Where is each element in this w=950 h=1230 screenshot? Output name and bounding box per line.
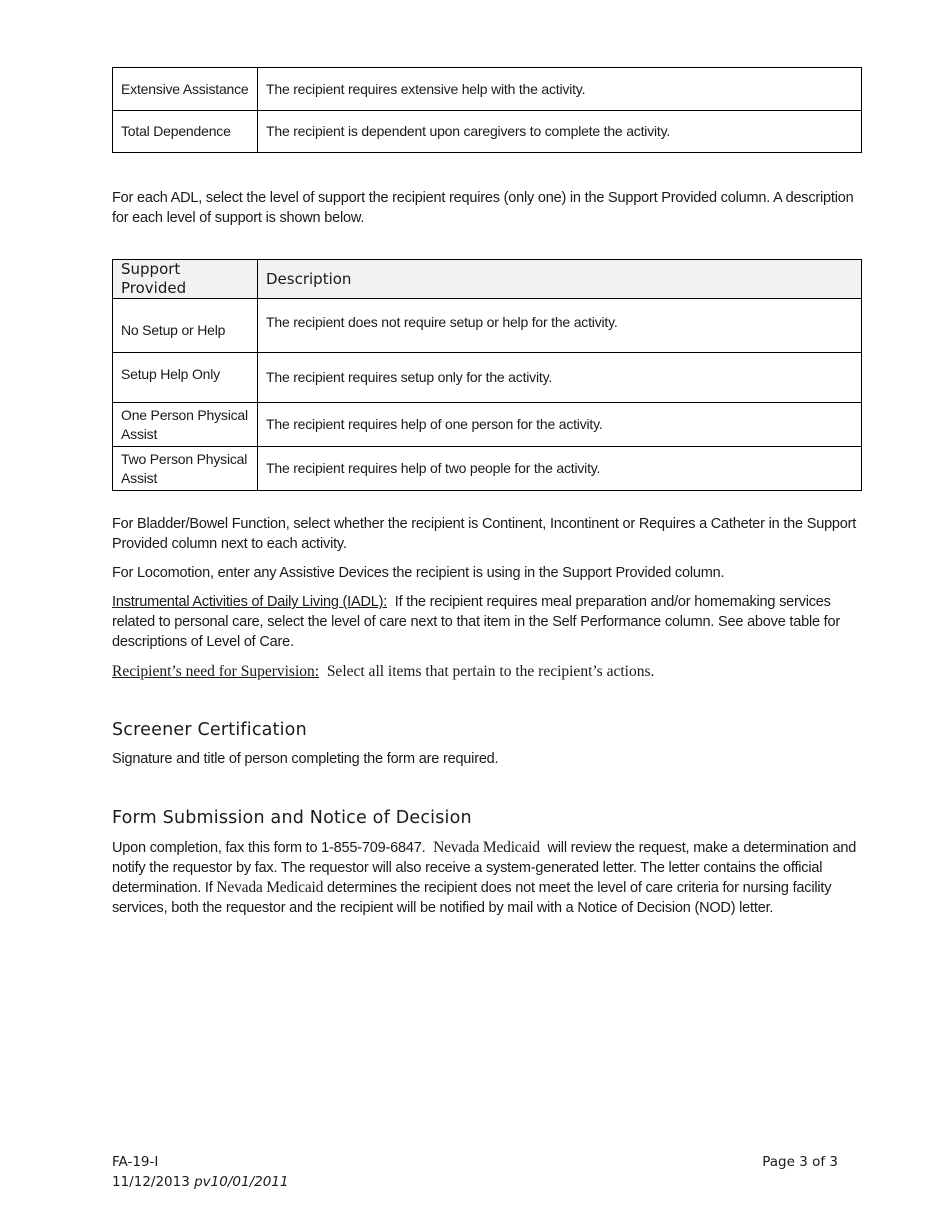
table-row — [113, 68, 862, 111]
description-cell: The recipient does not require setup or help for the activity. — [258, 299, 862, 353]
description-cell: The recipient is dependent upon caregivers to complete the activity. — [258, 111, 862, 153]
table-row — [113, 299, 862, 353]
previous-version: pv10/01/2011 — [194, 1174, 289, 1190]
table-row — [113, 353, 862, 403]
screener-certification-heading: Screener Certification — [112, 720, 307, 740]
iadl-instructions — [112, 592, 862, 652]
iadl-label: Instrumental Activities of Daily Living (IADL): — [112, 594, 388, 610]
page-number: Page 3 of 3 — [762, 1154, 838, 1170]
submission-part-1: Upon completion, fax this form to 1-855-709-6847. — [112, 840, 426, 856]
page-footer — [112, 1152, 838, 1192]
level-cell: Extensive Assistance — [113, 68, 258, 111]
form-submission-text — [112, 838, 862, 918]
agency-name: Nevada Medicaid — [433, 839, 540, 856]
description-cell: The recipient requires help of two people for the activity. — [258, 447, 862, 491]
support-provided-table — [112, 259, 862, 491]
supervision-text: Select all items that pertain to the recipient’s actions. — [326, 663, 655, 680]
bladder-bowel-instructions: For Bladder/Bowel Function, select whether the recipient is Continent, Incontinent or Requires a Catheter in the Support Provided column next to each activity. — [112, 516, 857, 552]
revision-date: 11/12/2013 — [112, 1174, 190, 1190]
level-cell: Setup Help Only — [113, 353, 258, 403]
supervision-instructions — [112, 662, 862, 682]
document-page — [112, 67, 862, 918]
description-cell: The recipient requires setup only for the activity. — [258, 353, 862, 403]
agency-name: Nevada Medicaid — [216, 879, 324, 896]
level-of-care-table — [112, 67, 862, 153]
adl-instructions: For each ADL, select the level of support the recipient requires (only one) in the Support Provided column. A description for each level of support is shown below. — [112, 190, 854, 226]
screener-certification-text: Signature and title of person completing the form are required. — [112, 751, 499, 767]
header-support-provided: Support Provided — [113, 260, 258, 299]
header-description: Description — [258, 260, 862, 299]
form-submission-heading: Form Submission and Notice of Decision — [112, 808, 472, 828]
level-cell: Two Person Physical Assist — [113, 447, 258, 491]
level-cell: Total Dependence — [113, 111, 258, 153]
table-row — [113, 447, 862, 491]
supervision-label: Recipient’s need for Supervision: — [112, 663, 320, 680]
submission-part-2: will review the request, make a determination and notify the requestor by fax. The requestor will also receive a system-generated letter. The letter contains the official determination. If — [112, 840, 857, 896]
locomotion-instructions: For Locomotion, enter any Assistive Devices the recipient is using in the Support Provided column. — [112, 565, 725, 581]
table-row — [113, 111, 862, 153]
description-cell: The recipient requires help of one person for the activity. — [258, 403, 862, 447]
submission-part-3: determines the recipient does not meet the level of care criteria for nursing facility services, both the requestor and the recipient will be notified by mail with a Notice of Decision (NOD) letter. — [112, 880, 832, 916]
revision-line — [112, 1172, 838, 1192]
table-row — [113, 403, 862, 447]
level-cell: No Setup or Help — [113, 299, 258, 353]
form-id: FA-19-I — [112, 1154, 159, 1170]
table-header-row — [113, 260, 862, 299]
iadl-text: If the recipient requires meal preparation and/or homemaking services related to personal care, select the level of care next to that item in the Self Performance column. See above table for descriptions of Level of Care. — [112, 594, 840, 650]
level-cell: One Person Physical Assist — [113, 403, 258, 447]
description-cell: The recipient requires extensive help with the activity. — [258, 68, 862, 111]
